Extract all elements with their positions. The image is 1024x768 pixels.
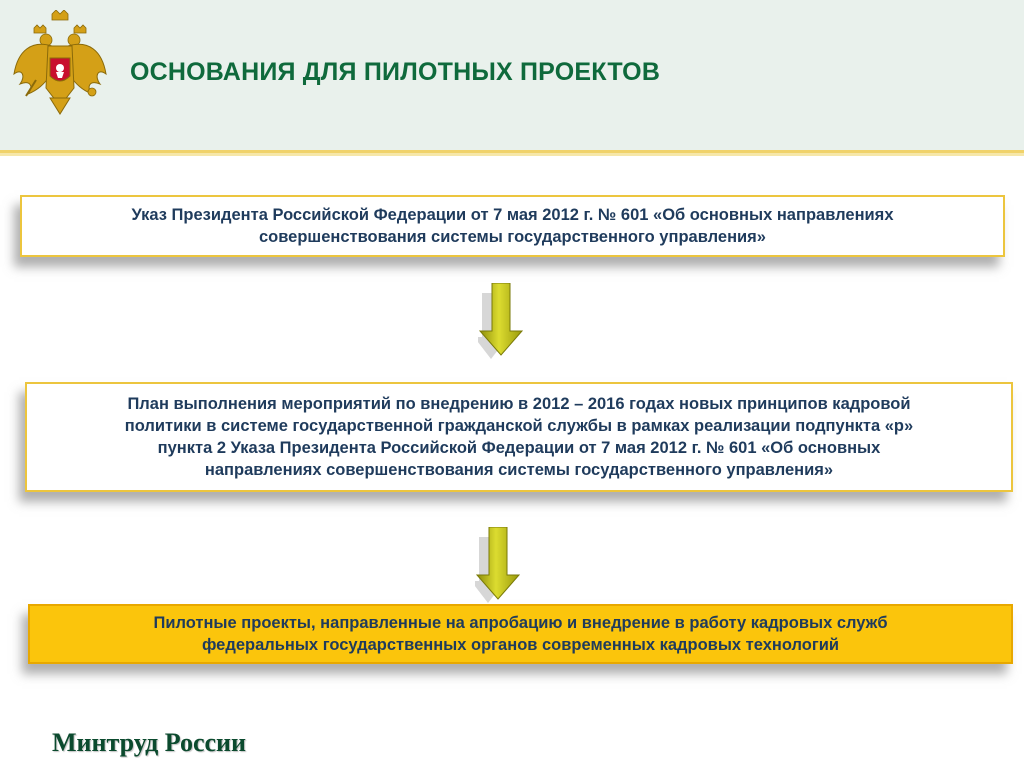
russian-coat-of-arms-icon bbox=[12, 10, 108, 116]
pilot-text-line-2: федеральных государственных органов современных кадровых технологий bbox=[201, 636, 840, 654]
flow-step-pilot-projects bbox=[28, 604, 1013, 664]
plan-text-line-2: политики в системе государственной гражданской службы в рамках реализации подпункта «р» bbox=[124, 417, 914, 435]
arrow-down-icon bbox=[478, 283, 524, 359]
plan-text-line-1: План выполнения мероприятий по внедрению в 2012 – 2016 годах новых принципов кадровой bbox=[127, 395, 911, 413]
arrow-down-icon bbox=[475, 527, 521, 603]
decree-text-line-1: Указ Президента Российской Федерации от 7 мая 2012 г. № 601 «Об основных направлениях bbox=[131, 206, 894, 224]
flow-step-decree bbox=[20, 195, 1005, 257]
flow-step-plan bbox=[25, 382, 1013, 492]
header-band bbox=[0, 0, 1024, 153]
decree-text-line-2: совершенствования системы государственного управления» bbox=[259, 228, 766, 246]
plan-text-line-4: направлениях совершенствования системы государственного управления» bbox=[204, 461, 834, 479]
plan-text-line-3: пункта 2 Указа Президента Российской Федерации от 7 мая 2012 г. № 601 «Об основных bbox=[157, 439, 881, 457]
page-title: ОСНОВАНИЯ ДЛЯ ПИЛОТНЫХ ПРОЕКТОВ bbox=[130, 58, 661, 86]
pilot-text-line-1: Пилотные проекты, направленные на апробацию и внедрение в работу кадровых служб bbox=[153, 614, 888, 632]
footer-ministry-name: Минтруд России bbox=[52, 728, 246, 757]
